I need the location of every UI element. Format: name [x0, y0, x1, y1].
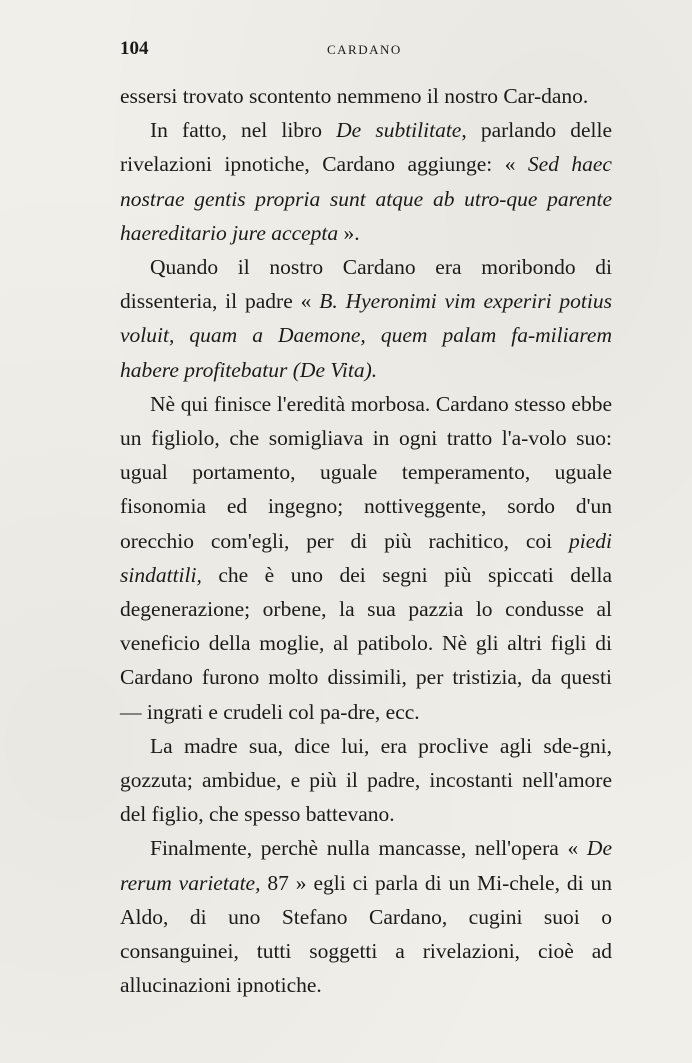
text-run: La madre sua, dice lui, era proclive agli sde-gni, gozzuta; ambidue, e più il padre, incostanti nell'amore del figlio, che spesso battevano. [120, 733, 612, 827]
paragraph-madre [120, 729, 612, 832]
text-run: In fatto, nel libro [150, 118, 337, 143]
paragraph-de-rerum-varietate [120, 831, 612, 1002]
paragraph-eredita-morbosa [120, 387, 612, 729]
paragraph-dissenteria [120, 250, 612, 387]
page-number: 104 [120, 38, 149, 59]
text-run: essersi trovato scontento nemmeno il nostro Car-dano. [120, 84, 589, 108]
italic-text-run: De rerum varietate, [120, 836, 612, 895]
text-run: Finalmente, perchè nulla mancasse, nell'opera « [150, 836, 587, 861]
italic-text-run: De subtilitate [336, 118, 462, 143]
text-run: Nè qui finisce l'eredità morbosa. Cardano stesso ebbe un figliolo, che somigliava in ogni tratto l'a-volo suo: ugual portamento, uguale temperamento, uguale fisonomia ed ingegno; nottiveggente, sordo d'un orecchio com'egli, per di più rachitico, coi [120, 391, 612, 553]
italic-text-run: Sed haec nostrae gentis propria sunt atque ab utro-que parente haereditario jure accepta [120, 152, 612, 245]
page-header [120, 38, 610, 68]
paragraph-continuation [120, 79, 612, 113]
text-run: 87 » egli ci parla di un Mi-chele, di un Aldo, di uno Stefano Cardano, cugini suoi o consanguinei, tutti soggetti a rivelazioni, cioè ad allucinazioni ipnotiche. [120, 870, 612, 998]
text-run: ». [338, 220, 360, 245]
text-run: che è uno dei segni più spiccati della degenerazione; orbene, la sua pazzia lo condusse al veneficio della moglie, al patibolo. Nè gli altri figli di Cardano furono molto dissimili, per tristizia, da questi — ingrati e crudeli col pa-dre, ecc. [120, 562, 612, 724]
body-text [120, 79, 612, 1002]
italic-text-run: B. Hyeronimi vim experiri potius voluit, quam a Daemone, quem palam fa-miliarem habere profitebatur (De Vita). [120, 289, 612, 382]
running-title: CARDANO [327, 42, 402, 57]
text-run: Quando il nostro Cardano era moribondo di dissenteria, il padre « [120, 255, 612, 314]
text-run: , parlando delle rivelazioni ipnotiche, Cardano aggiunge: « [120, 118, 612, 177]
paragraph-de-subtilitate [120, 113, 612, 250]
italic-text-run: piedi sindattili, [120, 528, 612, 587]
